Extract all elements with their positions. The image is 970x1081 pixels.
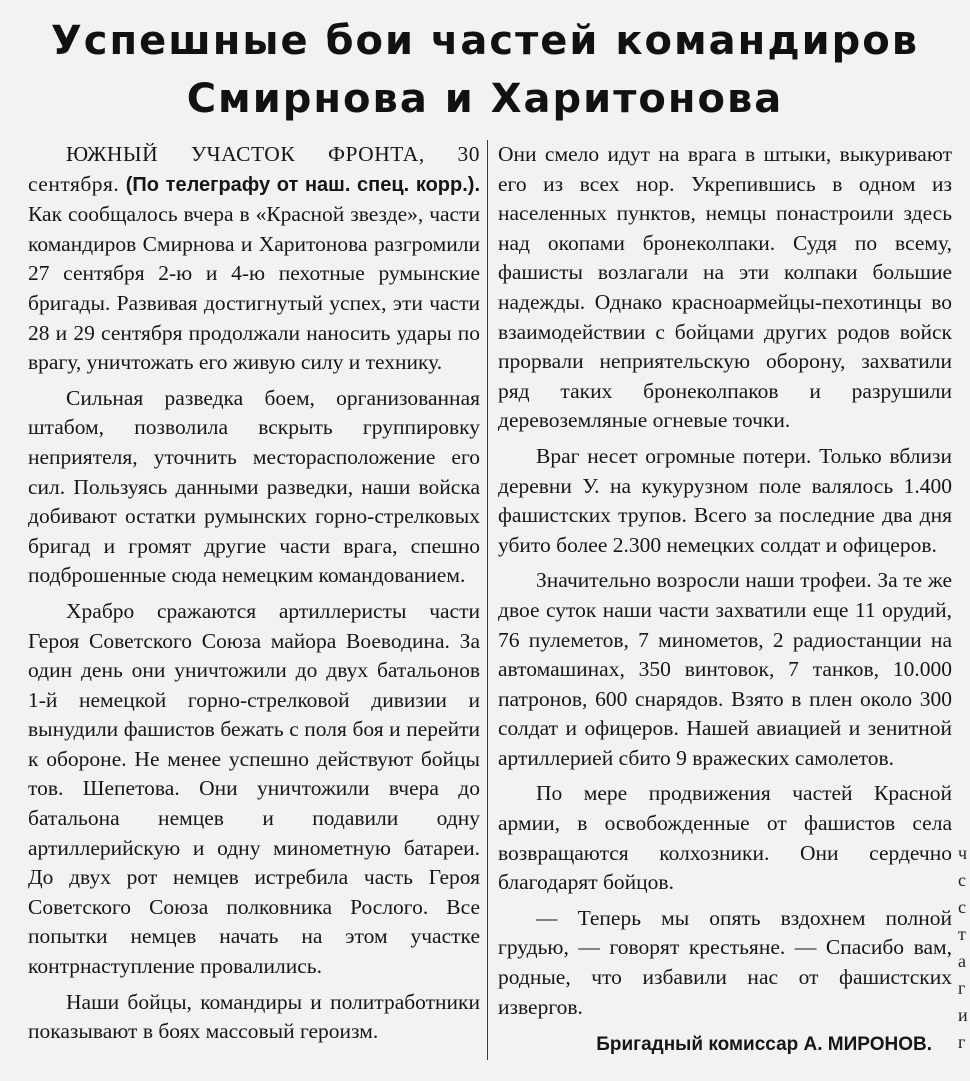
article-column-right [498, 140, 952, 1066]
article-headline [0, 12, 970, 128]
adjacent-column-fragment: ч с с т а г и г [958, 843, 968, 1052]
paragraph-reconnaissance: Сильная разведка боем, организованная штабом, позволила вскрыть группировку неприятеля, уточнить месторасположение его сил. Пользуясь данными разведки, наши войска добивают остатки румынских горно-стрелковых бригад и громят другие части врага, спешно подброшенные сюда немецким командованием. [28, 385, 480, 588]
author-signature: Бригадный комиссар А. МИРОНОВ. [596, 1034, 932, 1056]
paragraph-losses: Враг несет огромные потери. Только вблизи деревни У. на кукурузном поле валялось 1.400 фашистских трупов. Всего за последние два дня убито более 2.300 немецких солдат и офицеров. [498, 443, 952, 557]
paragraph-trophies: Значительно возросли наши трофеи. За те же двое суток наши части захватили еще 11 орудий, 76 пулеметов, 7 минометов, 2 радиостанции на автомашинах, 350 винтовок, 7 танков, 10.000 патронов, 600 снарядов. Взято в плен около 300 солдат и офицеров. Нашей авиацией и зенитной артиллерией сбито 9 вражеских самолетов. [498, 568, 952, 770]
article-column-left [28, 140, 480, 1053]
paragraph-quote: — Теперь мы опять вздохнем полной грудью, — говорят крестьяне. — Спасибо вам, родные, что избавили нас от фашистских извергов. [498, 905, 952, 1019]
lead-paragraph [28, 140, 480, 378]
paragraph-artillery: Храбро сражаются артиллеристы части Героя Советского Союза майора Воеводина. За один день они уничтожили до двух батальонов 1-й немецкой горно-стрелковой дивизии и вынудили фашистов бежать с поля боя и перейти к обороне. Не менее успешно действуют бойцы тов. Шепетова. Они уничтожили вчера до батальона немцев и подавили одну артиллерийскую и одну минометную батареи. До двух рот немцев истребила часть Героя Советского Союза полковника Рослого. Все попытки немцев начать на этом участке контрнаступление провалились. [28, 598, 480, 979]
lead-paragraph-text: Как сообщалось вчера в «Красной звезде», части командиров Смирнова и Харитонова разгромили 27 сентября 2-ю и 4-ю пехотные румынские бригады. Развивая достигнутый успех, эти части 28 и 29 сентября продолжали наносить удары по врагу, уничтожать его живую силу и технику. [28, 202, 480, 375]
column-divider [487, 140, 488, 1060]
headline-line-1: Успешные бои частей командиров [50, 18, 920, 64]
dateline: ЮЖНЫЙ УЧАСТОК ФРОНТА, 30 сентября. [28, 142, 480, 196]
paragraph-continuation: Они смело идут на врага в штыки, выкуривают его из всех нор. Укрепившись в одном из населенных пунктов, немцы понастроили здесь над окопами бронеколпаки. Судя по всему, фашисты возлагали на эти колпаки большие надежды. Однако красноармейцы-пехотинцы во взаимодействии с бойцами других родов войск прорвали неприятельскую оборону, захватили ряд таких бронеколпаков и разрушили деревоземляные огневые точки. [498, 142, 952, 433]
paragraph-heroism: Наши бойцы, командиры и политработники показывают в боях массовый героизм. [28, 989, 480, 1044]
paragraph-kolkhozniks: По мере продвижения частей Красной армии, в освобожденные от фашистов села возвращаются колхозники. Они сердечно благодарят бойцов. [498, 781, 952, 895]
headline-line-2: Смирнова и Харитонова [186, 76, 784, 122]
source-note: (По телеграфу от наш. спец. корр.). [125, 173, 480, 196]
